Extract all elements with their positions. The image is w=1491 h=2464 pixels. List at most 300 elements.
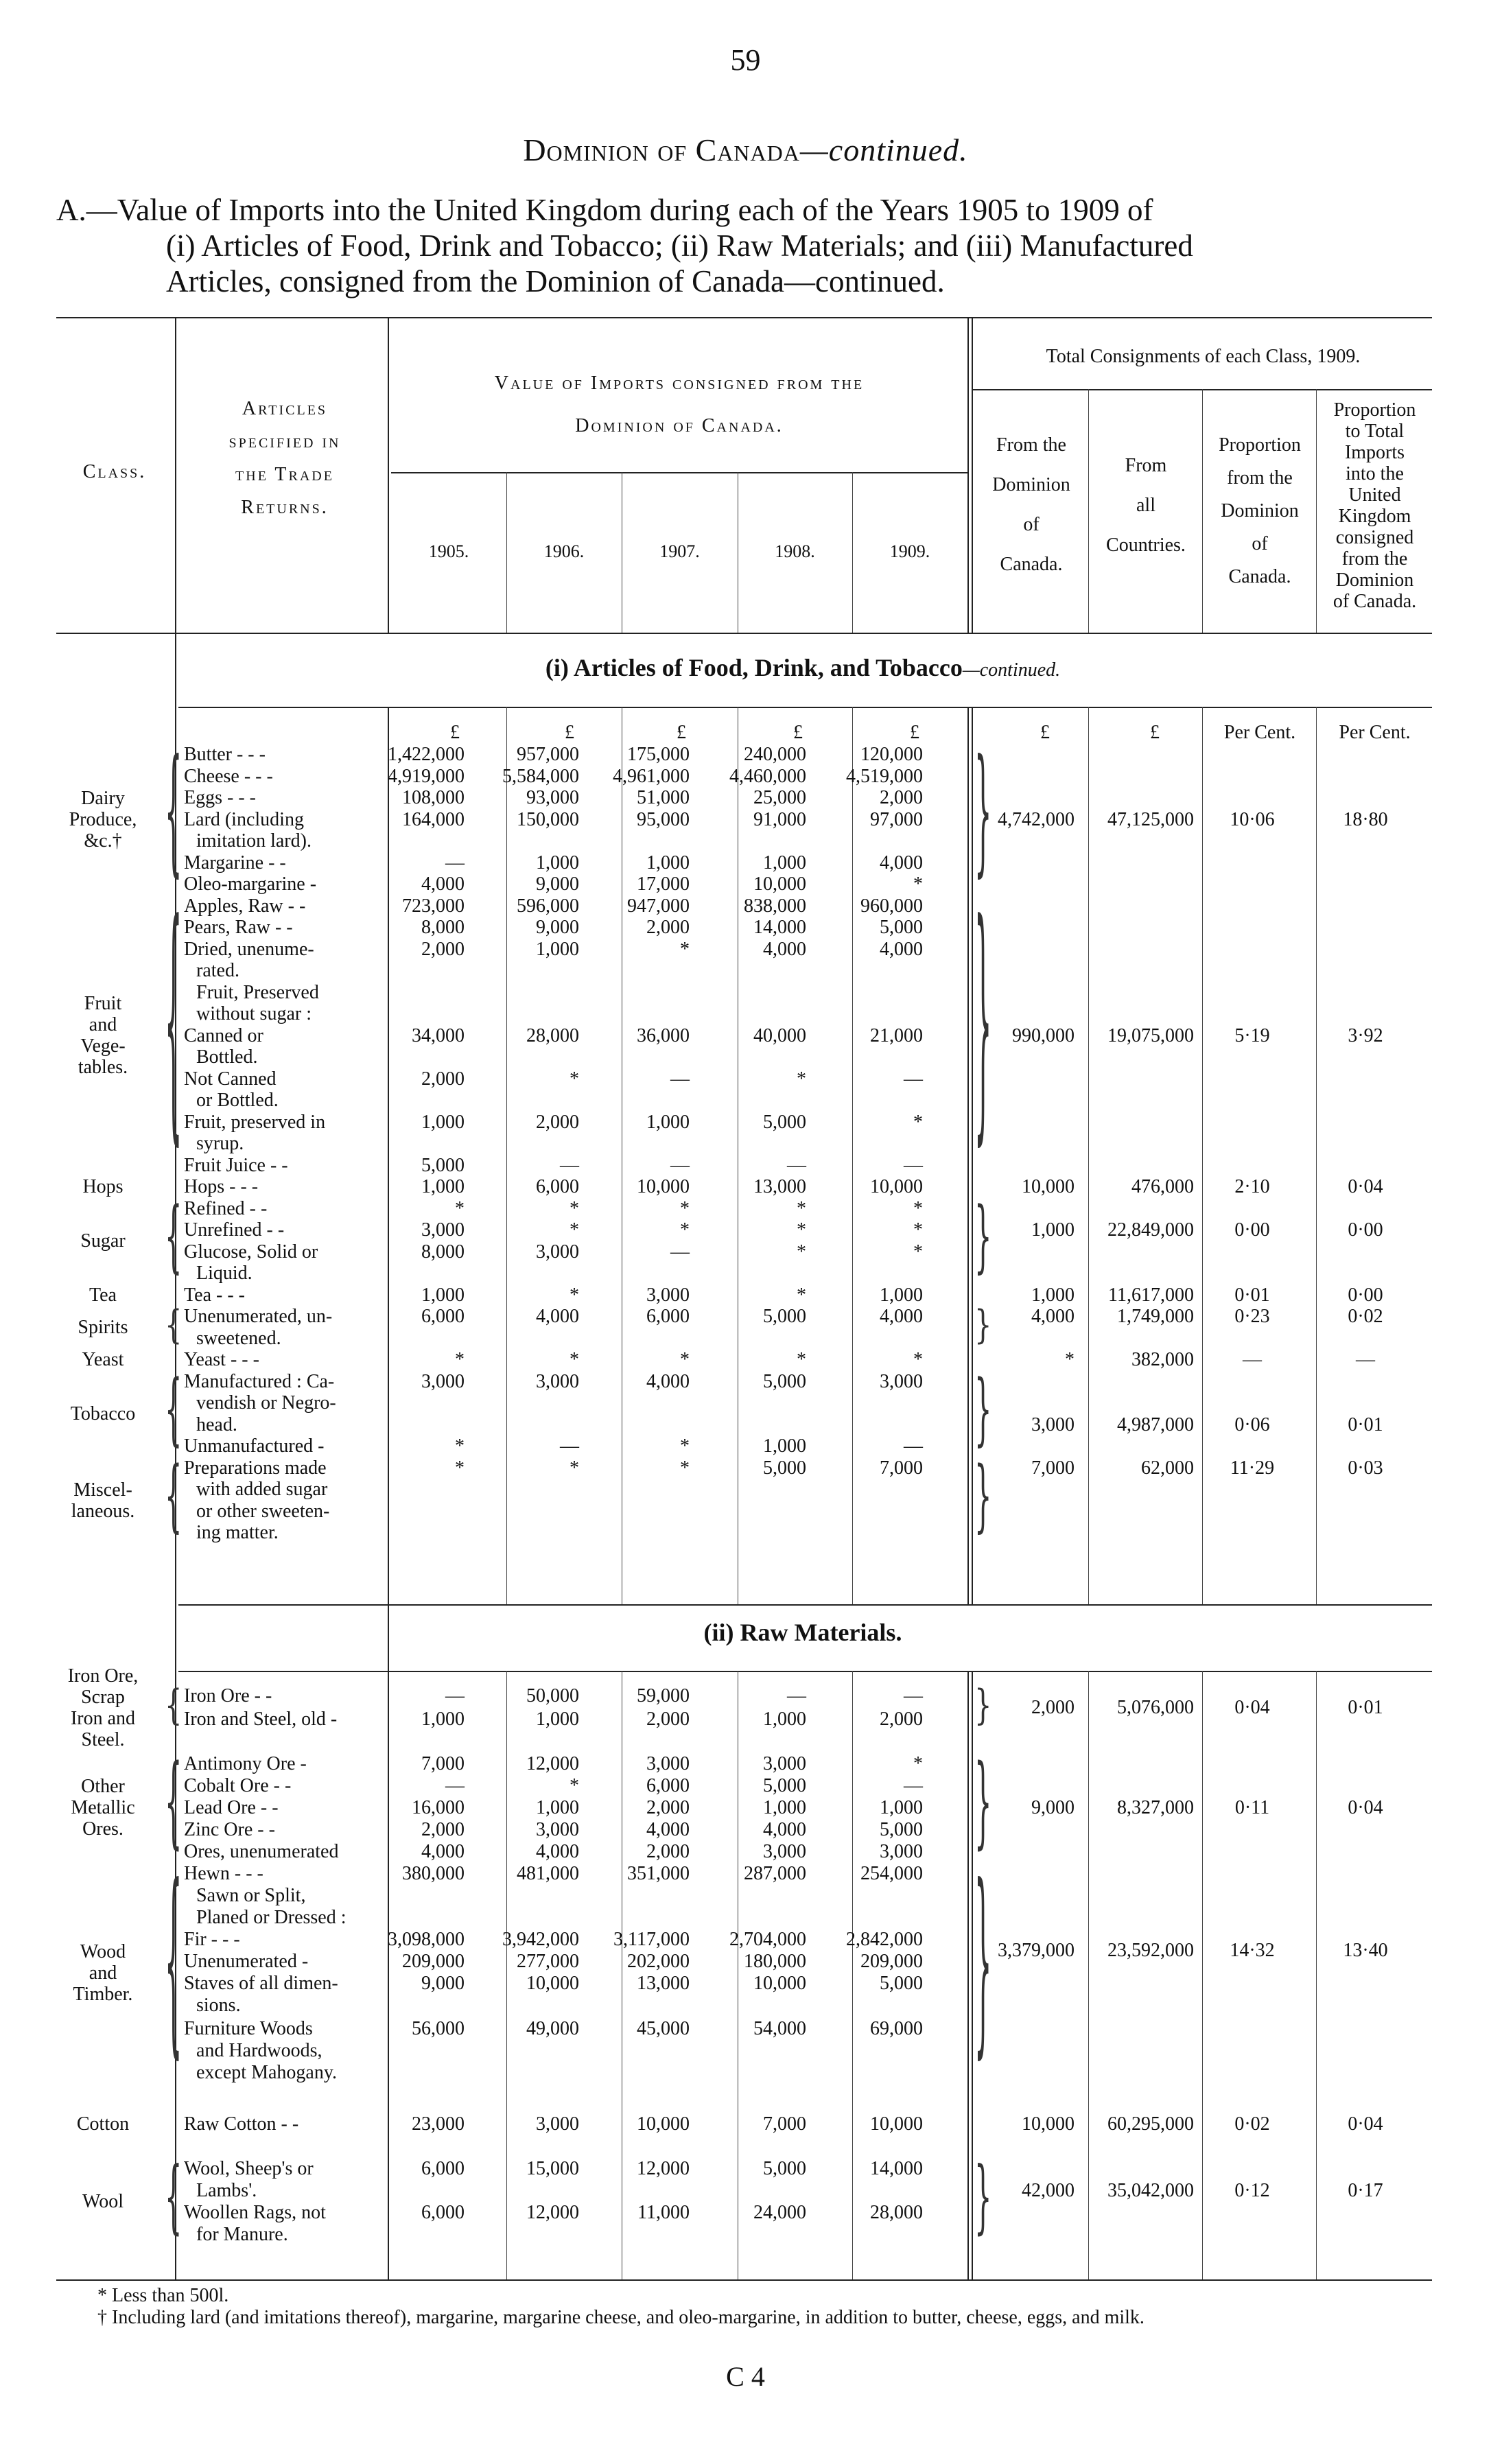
value-1908: 91,000 [753,808,806,830]
total-from-dominion: 3,379,000 [998,1940,1075,1961]
value-1907: 13,000 [637,1973,690,1994]
value-1906: * [570,1775,579,1796]
value-1908: * [797,1219,806,1241]
article-name: Eggs - - - [184,787,256,808]
unit-pound: £ [677,722,686,743]
value-1909: 4,519,000 [846,765,923,787]
header-proportion-total [1317,399,1432,612]
total-from-all: 4,987,000 [1117,1413,1194,1435]
brace-icon: } [974,1682,992,1730]
brace-icon: { [165,1451,183,1542]
value-1907: 202,000 [627,1951,690,1972]
proportion-to-total: — [1356,1349,1375,1370]
value-1906: 2,000 [536,1111,579,1133]
food-class-label [41,1284,165,1306]
header-line: consigned [1335,527,1414,548]
value-1907: 4,000 [646,1819,690,1840]
value-1905: 108,000 [402,787,465,808]
value-1909: 209,000 [860,1951,923,1972]
total-from-dominion: 10,000 [1022,2113,1075,2135]
value-1905: 7,000 [421,1753,465,1774]
article-name: head. [196,1413,237,1435]
article-name: Apples, Raw - - [184,895,306,917]
value-1905: 23,000 [412,2113,465,2135]
value-1906: — [560,1435,579,1457]
header-line: Proportion [1333,399,1416,421]
value-1907: 17,000 [637,873,690,895]
proportion-to-total: 0·04 [1348,2113,1383,2135]
total-from-dominion: 1,000 [1031,1284,1075,1306]
unit-per-cent: Per Cent. [1339,722,1411,743]
value-1905: 164,000 [402,808,465,830]
article-name: for Manure. [196,2224,288,2245]
article-name: Lead Ore - - [184,1797,279,1818]
value-1908: 5,000 [763,1457,806,1479]
value-1907: 95,000 [637,808,690,830]
value-1909: 5,000 [880,1819,923,1840]
value-1907: 351,000 [627,1863,690,1884]
value-1908: 3,000 [763,1841,806,1862]
value-1907: 947,000 [627,895,690,917]
proportion-from-dominion: 2·10 [1234,1176,1270,1197]
value-1905: 34,000 [412,1024,465,1046]
value-1908: 24,000 [753,2202,806,2223]
value-1906: 10,000 [526,1973,579,1994]
total-from-dominion: 9,000 [1031,1797,1075,1818]
class-label-line: Timber. [73,1984,133,2006]
raw-class-label [41,2113,165,2135]
value-1907: * [680,1197,690,1219]
brace-icon: { [165,733,183,892]
value-1906: 1,000 [536,938,579,960]
proportion-from-dominion: 0·23 [1234,1306,1270,1327]
value-1906: 50,000 [526,1685,579,1706]
value-1905: 56,000 [412,2018,465,2039]
value-1909: 1,000 [880,1797,923,1818]
proportion-to-total: 0·04 [1348,1797,1383,1818]
value-1909: * [913,1219,923,1241]
value-1905: 380,000 [402,1863,465,1884]
value-1908: 5,000 [763,2158,806,2179]
value-1905: 2,000 [421,1068,465,1090]
article-name: Unmanufactured - [184,1435,325,1457]
total-from-all: 47,125,000 [1107,808,1194,830]
value-1905: 8,000 [421,917,465,938]
value-1908: 1,000 [763,1435,806,1457]
value-1907: 4,961,000 [613,765,690,787]
page-heading [0,132,1491,168]
value-1908: 4,460,000 [729,765,806,787]
value-1905: * [455,1197,465,1219]
article-name: Antimony Ore - [184,1753,307,1774]
total-from-all: 60,295,000 [1107,2113,1194,2135]
value-1908: 5,000 [763,1306,806,1327]
article-name: Canned or [184,1024,263,1046]
proportion-to-total: 13·40 [1343,1940,1388,1961]
unit-per-cent: Per Cent. [1223,722,1296,743]
header-line: from the [1341,548,1408,570]
article-name: Lambs'. [196,2180,257,2201]
total-from-all: 62,000 [1141,1457,1194,1479]
article-name: imitation lard). [196,830,312,852]
header-line: From [1125,455,1167,476]
article-name: Zinc Ore - - [184,1819,275,1840]
value-1908: 1,000 [763,852,806,873]
value-1905: * [455,1435,465,1457]
article-name: rated. [196,960,239,981]
class-label-line: tables. [78,1057,128,1079]
proportion-from-dominion: 5·19 [1234,1024,1270,1046]
brace-icon: } [974,2152,992,2244]
value-1907: 2,000 [646,1709,690,1730]
value-1908: 240,000 [744,744,806,765]
article-name: Liquid. [196,1263,253,1284]
value-1908: * [797,1349,806,1370]
article-name: Fir - - - [184,1929,240,1950]
value-1908: 40,000 [753,1024,806,1046]
proportion-from-dominion: — [1243,1349,1262,1370]
value-1909: — [904,1435,923,1457]
article-name: Refined - - [184,1197,268,1219]
header-line: all [1136,495,1155,516]
article-name: ing matter. [196,1522,279,1543]
brace-icon: { [165,1682,183,1730]
value-1905: 16,000 [412,1797,465,1818]
value-1907: 36,000 [637,1024,690,1046]
total-from-dominion: * [1065,1349,1075,1370]
value-1908: 7,000 [763,2113,806,2135]
article-name: Hops - - - [184,1176,259,1197]
value-1909: * [913,1197,923,1219]
value-1907: * [680,1219,690,1241]
value-1907: — [670,1068,690,1090]
article-name: Iron and Steel, old - [184,1709,338,1730]
food-class-label [41,1230,165,1252]
value-1908: 4,000 [763,1819,806,1840]
title-line-2: (i) Articles of Food, Drink and Tobacco; (ii) Raw Materials; and (iii) Manufactured [166,228,1193,263]
value-1909: 4,000 [880,1306,923,1327]
class-label-line: laneous. [71,1500,135,1522]
header-total-group: Total Consignments of each Class, 1909. [1046,346,1361,367]
total-from-all: 476,000 [1131,1176,1194,1197]
value-1906: * [570,1284,579,1306]
value-1907: 2,000 [646,917,690,938]
value-1909: — [904,1154,923,1176]
header-articles-line: the Trade [235,464,334,485]
value-1906: 5,584,000 [502,765,579,787]
section-food-drink-tobacco [178,653,1427,682]
header-line: Countries. [1106,535,1186,556]
value-1909: 3,000 [880,1370,923,1392]
food-class-label [41,788,165,852]
total-from-dominion: 1,000 [1031,1219,1075,1241]
article-name: or other sweeten- [196,1500,330,1522]
header-year-1905: 1905. [428,541,469,561]
value-1909: 1,000 [880,1284,923,1306]
value-1907: * [680,1457,690,1479]
class-label-line: Steel. [81,1728,125,1750]
header-line: From the [996,434,1066,456]
brace-icon: } [974,733,992,892]
unit-pound: £ [1040,722,1050,743]
value-1908: * [797,1068,806,1090]
class-label-line: Miscel- [73,1479,132,1501]
class-label-line: Hops [82,1176,124,1198]
value-1909: 4,000 [880,852,923,873]
proportion-from-dominion: 10·06 [1230,808,1275,830]
value-1906: 4,000 [536,1306,579,1327]
header-line: Proportion [1219,434,1301,456]
value-1906: * [570,1349,579,1370]
value-1905: 1,000 [421,1284,465,1306]
total-from-dominion: 4,742,000 [998,808,1075,830]
total-from-dominion: 3,000 [1031,1413,1075,1435]
value-1908: 25,000 [753,787,806,808]
proportion-from-dominion: 0·06 [1234,1413,1270,1435]
raw-class-label [41,1941,165,2005]
value-1907: 3,000 [646,1753,690,1774]
section-suffix: —continued. [962,659,1061,681]
value-1908: 13,000 [753,1176,806,1197]
value-1906: 49,000 [526,2018,579,2039]
food-class-label [41,1349,165,1370]
class-label-line: Yeast [82,1349,124,1371]
proportion-to-total: 0·04 [1348,1176,1383,1197]
article-name: Ores, unenumerated [184,1841,339,1862]
header-year-1906: 1906. [543,541,585,561]
value-1905: — [445,1685,465,1706]
article-name: Cobalt Ore - - [184,1775,292,1796]
header-year-1908: 1908. [775,541,815,561]
class-label-line: and [89,1014,117,1036]
class-label-line: Iron and [70,1707,136,1729]
article-name: Unenumerated, un- [184,1306,333,1327]
value-1906: 3,942,000 [502,1929,579,1950]
title-line-3: Articles, consigned from the Dominion of Canada—continued. [166,264,945,298]
value-1909: 2,000 [880,1709,923,1730]
value-1908: 3,000 [763,1753,806,1774]
heading-country: Dominion of Canada [523,132,800,167]
total-from-all: 23,592,000 [1107,1940,1194,1961]
value-1909: — [904,1775,923,1796]
value-1905: 6,000 [421,2202,465,2223]
value-1907: 175,000 [627,744,690,765]
value-1907: 2,000 [646,1797,690,1818]
total-from-all: 1,749,000 [1117,1306,1194,1327]
article-name: Hewn - - - [184,1863,263,1884]
value-1908: 1,000 [763,1709,806,1730]
article-name: vendish or Negro- [196,1392,336,1413]
value-1909: * [913,1349,923,1370]
total-from-dominion: 10,000 [1022,1176,1075,1197]
value-1906: 4,000 [536,1841,579,1862]
value-1905: 5,000 [421,1154,465,1176]
total-from-all: 35,042,000 [1107,2180,1194,2201]
value-1908: — [787,1685,806,1706]
article-name: Pears, Raw - - [184,917,293,938]
value-1907: * [680,938,690,960]
value-1906: * [570,1197,579,1219]
value-1907: * [680,1435,690,1457]
food-class-label [41,1317,165,1338]
total-from-all: 19,075,000 [1107,1024,1194,1046]
value-1907: 59,000 [637,1685,690,1706]
value-1908: 5,000 [763,1370,806,1392]
proportion-to-total: 0·03 [1348,1457,1383,1479]
value-1909: * [913,1111,923,1133]
value-1906: 1,000 [536,852,579,873]
value-1908: 180,000 [744,1951,806,1972]
article-name: Wool, Sheep's or [184,2158,314,2179]
total-from-dominion: 42,000 [1022,2180,1075,2201]
brace-icon: { [165,1364,183,1455]
article-name: and Hardwoods, [196,2040,322,2061]
value-1908: * [797,1241,806,1263]
value-1908: 10,000 [753,873,806,895]
value-1906: 93,000 [526,787,579,808]
article-name: Cheese - - - [184,765,273,787]
header-articles-line: Articles [242,398,328,419]
value-1906: 3,000 [536,1819,579,1840]
article-name: Fruit Juice - - [184,1154,288,1176]
class-label-line: Produce, [69,808,137,830]
value-1907: 3,117,000 [613,1929,690,1950]
value-1905: 1,422,000 [388,744,465,765]
value-1908: 14,000 [753,917,806,938]
value-1906: 3,000 [536,2113,579,2135]
article-name: Manufactured : Ca- [184,1370,335,1392]
value-1905: 3,000 [421,1370,465,1392]
value-1907: — [670,1241,690,1263]
proportion-to-total: 0·00 [1348,1284,1383,1306]
article-name: Butter - - - [184,744,266,765]
value-1905: 1,000 [421,1176,465,1197]
value-1906: 15,000 [526,2158,579,2179]
total-from-dominion: 7,000 [1031,1457,1075,1479]
header-proportion-dominion [1204,429,1316,594]
proportion-from-dominion: 0·01 [1234,1284,1270,1306]
class-label-line: Other [81,1776,125,1798]
value-1905: — [445,1775,465,1796]
value-1909: 14,000 [870,2158,923,2179]
total-from-all: 5,076,000 [1117,1697,1194,1718]
article-name: Furniture Woods [184,2018,313,2039]
article-name: except Mahogany. [196,2062,337,2083]
footnote-star-text: * Less than 500l. [97,2285,229,2306]
header-line: Dominion [1335,570,1414,591]
proportion-to-total: 0·01 [1348,1697,1383,1718]
value-1905: 2,000 [421,1819,465,1840]
value-1909: * [913,1753,923,1774]
class-label-line: Cotton [76,2113,130,2135]
unit-pound: £ [1150,722,1160,743]
value-1909: 254,000 [860,1863,923,1884]
article-name: Oleo-margarine - [184,873,317,895]
proportion-from-dominion: 0·12 [1234,2180,1270,2201]
value-1905: 4,000 [421,1841,465,1862]
article-name: Unrefined - - [184,1219,285,1241]
unit-pound: £ [793,722,803,743]
value-1907: 11,000 [637,2202,690,2223]
header-value-group [391,362,967,447]
total-from-all: 8,327,000 [1117,1797,1194,1818]
header-year-1907: 1907. [659,541,700,561]
article-name: Fruit, Preserved [196,981,319,1003]
value-1907: 51,000 [637,787,690,808]
heading-suffix: —continued. [799,132,968,167]
value-1907: 2,000 [646,1841,690,1862]
header-line: Dominion [1221,500,1299,521]
total-from-dominion: 2,000 [1031,1697,1075,1718]
value-1908: 5,000 [763,1111,806,1133]
article-name: Dried, unenume- [184,938,314,960]
article-name: Lard (including [184,808,304,830]
value-1906: 277,000 [517,1951,579,1972]
value-1906: 3,000 [536,1370,579,1392]
article-name: Unenumerated - [184,1951,309,1972]
unit-pound: £ [910,722,919,743]
proportion-from-dominion: 0·04 [1234,1697,1270,1718]
food-class-label [41,1176,165,1197]
raw-class-label [41,1665,165,1750]
article-name: Glucose, Solid or [184,1241,318,1263]
article-name: Raw Cotton - - [184,2113,299,2135]
brace-icon: { [165,2152,183,2244]
value-1908: 2,704,000 [729,1929,806,1950]
brace-icon: { [165,1302,183,1348]
value-1908: 5,000 [763,1775,806,1796]
value-1906: 9,000 [536,873,579,895]
value-1905: 6,000 [421,2158,465,2179]
proportion-to-total: 3·92 [1348,1024,1383,1046]
header-from-all [1090,446,1202,565]
food-class-label [41,1479,165,1522]
value-1908: * [797,1197,806,1219]
value-1907: * [680,1349,690,1370]
value-1907: 10,000 [637,1176,690,1197]
value-1909: 3,000 [880,1841,923,1862]
class-label-line: Scrap [81,1686,125,1708]
page-number: 59 [730,43,761,77]
value-1909: 21,000 [870,1024,923,1046]
article-name: Bottled. [196,1046,258,1068]
value-1906: * [570,1068,579,1090]
brace-icon: } [974,876,992,1170]
value-1905: 723,000 [402,895,465,917]
value-1907: 45,000 [637,2018,690,2039]
header-line: Imports [1344,442,1405,463]
class-label-line: Ores. [82,1818,124,1840]
value-1908: * [797,1284,806,1306]
header-line: of [1252,533,1268,554]
value-1905: 6,000 [421,1306,465,1327]
brace-icon: } [974,1302,992,1348]
value-1906: 9,000 [536,917,579,938]
article-name: Preparations made [184,1457,327,1479]
header-line: Dominion [992,474,1070,495]
value-1909: 960,000 [860,895,923,917]
section-title: (i) Articles of Food, Drink, and Tobacco [545,654,963,681]
section-raw-materials: (ii) Raw Materials. [703,1619,902,1646]
value-1907: 10,000 [637,2113,690,2135]
article-name: Sawn or Split, [196,1885,306,1906]
value-1907: 1,000 [646,1111,690,1133]
value-1905: 8,000 [421,1241,465,1263]
value-1906: * [570,1457,579,1479]
proportion-from-dominion: 0·00 [1234,1219,1270,1241]
article-name: Not Canned [184,1068,277,1090]
brace-icon: } [974,1451,992,1542]
